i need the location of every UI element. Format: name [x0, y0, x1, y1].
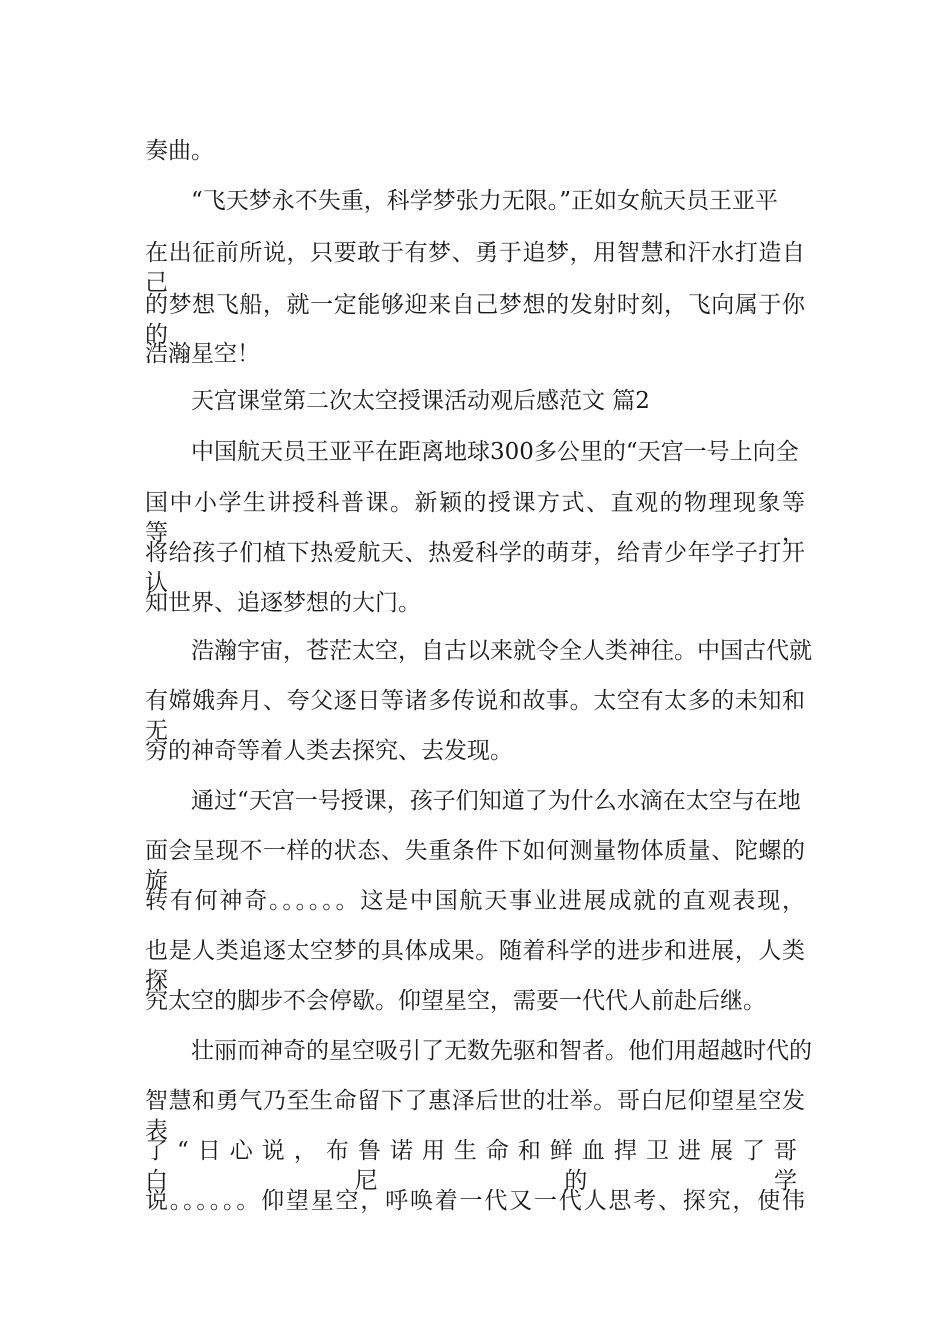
text-line: 奏曲。 — [145, 138, 214, 164]
text-line: 智慧和勇气乃至生命留下了惠泽后世的壮举。哥白尼仰望星空发表 — [145, 1088, 805, 1144]
text-line: 通过“天宫一号授课，孩子们知道了为什么水滴在太空与在地 — [191, 788, 801, 814]
text-line: 知世界、追逐梦想的大门。 — [145, 590, 421, 616]
text-line: 面会呈现不一样的状态、失重条件下如何测量物体质量、陀螺的旋 — [145, 838, 805, 894]
text-line: 中国航天员王亚平在距离地球300多公里的“天宫一号上向全 — [191, 439, 799, 465]
text-line: 在出征前所说，只要敢于有梦、勇于追梦，用智慧和汗水打造自己 — [145, 240, 805, 296]
text-line: 说。。。。。。仰望星空，呼唤着一代又一代人思考、探究，使伟 — [145, 1188, 805, 1214]
text-line: 穷的神奇等着人类去探究、去发现。 — [145, 738, 513, 764]
text-line: 究太空的脚步不会停歇。仰望星空，需要一代代人前赴后继。 — [145, 988, 766, 1014]
section-heading: 天宫课堂第二次太空授课活动观后感范文 篇2 — [191, 388, 650, 414]
text-line: 国中小学生讲授科普课。新颖的授课方式、直观的物理现象等等， — [145, 490, 805, 546]
text-line: 浩瀚星空！ — [145, 341, 260, 367]
text-line: 壮丽而神奇的星空吸引了无数先驱和智者。他们用超越时代的 — [191, 1038, 812, 1064]
text-line: 的梦想飞船，就一定能够迎来自己梦想的发射时刻，飞向属于你的 — [145, 292, 805, 348]
text-line: 有嫦娥奔月、夸父逐日等诸多传说和故事。太空有太多的未知和无 — [145, 688, 805, 744]
text-line: 了“日心说，布鲁诺用生命和鲜血捍卫进展了哥白尼的学 — [145, 1138, 805, 1194]
text-line: 转有何神奇。。。。。。这是中国航天事业进展成就的直观表现， — [145, 888, 805, 914]
text-line: 浩瀚宇宙，苍茫太空，自古以来就令全人类神往。中国古代就 — [191, 638, 812, 664]
text-line: 将给孩子们植下热爱航天、热爱科学的萌芽，给青少年学子打开认 — [145, 540, 805, 596]
text-line: 也是人类追逐太空梦的具体成果。随着科学的进步和进展，人类探 — [145, 938, 805, 994]
text-line: “飞天梦永不失重，科学梦张力无限。”正如女航天员王亚平 — [191, 188, 779, 214]
